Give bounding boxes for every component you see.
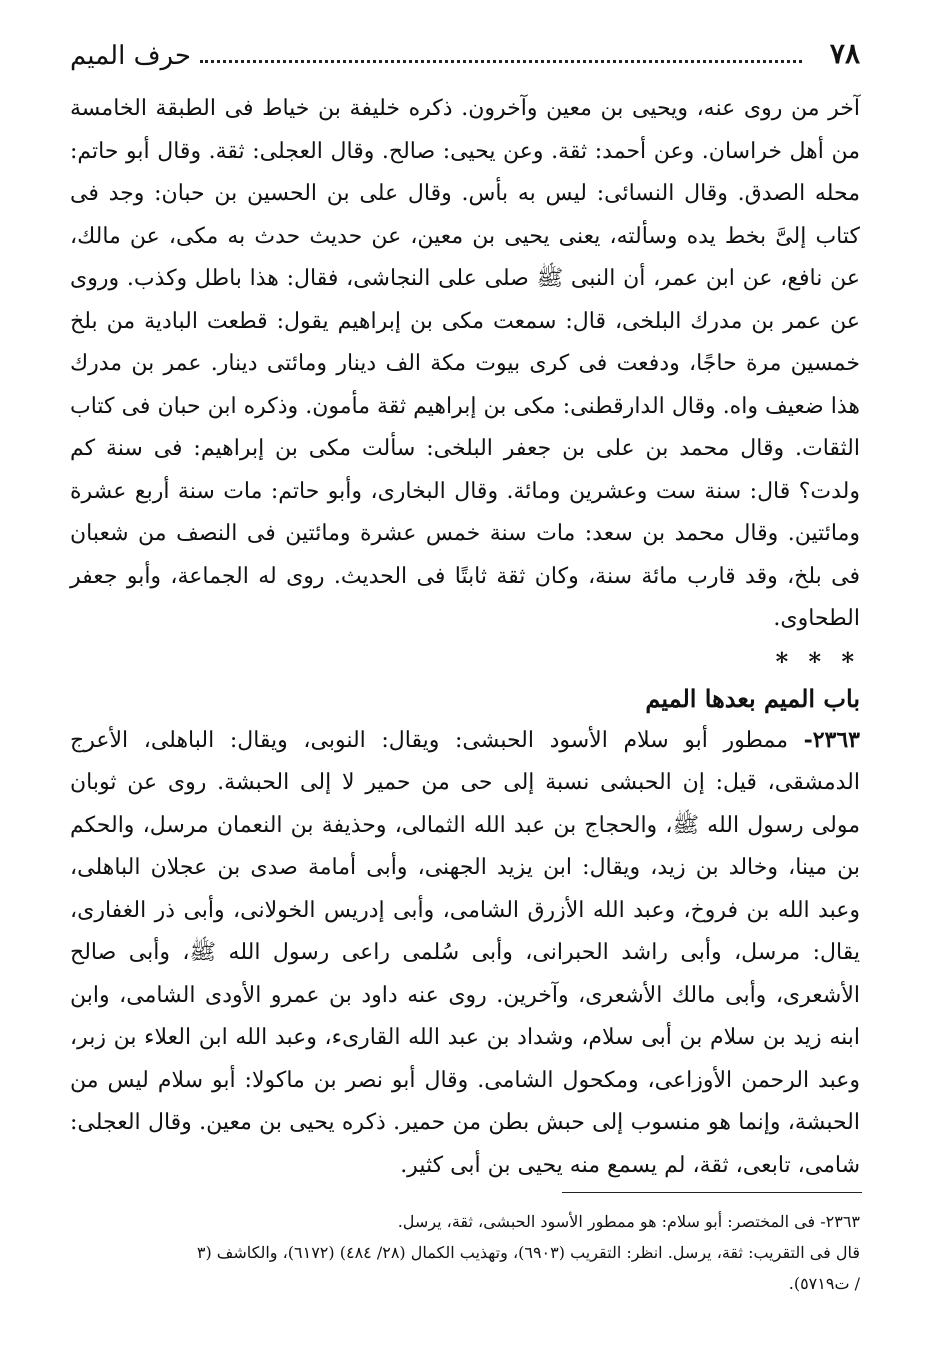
entry-text: ممطور أبو سلام الأسود الحبشى: ويقال: النوبى، ويقال: الباهلى، الأعرج الدمشقى، قيل: إن الحبشى نسبة إلى حى من حمير لا إلى الحبشة. روى عن ثوبان مولى رسول الله ﷺ، والحجاج بن عبد الله الثمالى، وحذيفة بن النعمان مرسل، والحكم بن مينا، وخالد بن زيد، ويقال: ابن يزيد الجهنى، وأبى أمامة صدى بن عجلان الباهلى، وعبد الله بن فروخ، وعبد الله الأزرق الشامى، وأبى إدريس الخولانى، وأبى ذر الغفارى، يقال: مرسل، وأبى راشد الحبرانى، وأبى سُلمى راعى رسول الله ﷺ، وأبى صالح الأشعرى، وأبى مالك الأشعرى، وآخرين. روى عنه داود بن عمرو الأودى الشامى، وابن ابنه زيد بن سلام بن أبى سلام، وشداد بن عبد الله القارىء، وعبد الله ابن العلاء بن زبر، وعبد الرحمن الأوزاعى، ومكحول الشامى. وقال أبو نصر بن ماكولا: أبو سلام ليس من الحبشة، وإنما هو منسوب إلى حبش بطن من حمير. ذكره يحيى بن معين. وقال العجلى: شامى، تابعى، ثقة، لم يسمع منه يحيى بن أبى كثير.: [70, 727, 860, 1178]
footnote-line: قال فى التقريب: ثقة، يرسل. انظر: التقريب (٦٩٠٣)، وتهذيب الكمال (٢٨/ ٤٨٤) (٦١٧٢)، والكاشف (٣: [196, 1243, 860, 1262]
page-header: [70, 34, 860, 78]
section-title: باب الميم بعدها الميم: [645, 683, 860, 713]
footnotes: [70, 1206, 860, 1299]
main-text: [70, 88, 860, 1187]
header-dotted-leader: [200, 60, 802, 63]
page-number: ٧٨: [829, 37, 860, 70]
running-title: حرف الميم: [70, 41, 191, 71]
entry-number: ٢٣٦٣-: [803, 726, 860, 753]
footnote-line: ٢٣٦٣- فى المختصر: أبو سلام: هو ممطور الأسود الحبشى، ثقة، يرسل.: [397, 1212, 860, 1231]
paragraph-continued: آخر من روى عنه، ويحيى بن معين وآخرون. ذكره خليفة بن خياط فى الطبقة الخامسة من أهل خراسان. وعن أحمد: ثقة. وعن يحيى: صالح. وقال العجلى: ثقة. وقال أبو حاتم: محله الصدق. وقال النسائى: ليس به بأس. وقال على بن الحسين بن حبان: وجد فى كتاب إلىَّ بخط يده وسألته، يعنى يحيى بن معين، عن حديث حدث به مكى، عن مالك، عن نافع، عن ابن عمر، أن النبى ﷺ صلى على النجاشى، فقال: هذا باطل وكذب. وروى عن عمر بن مدرك البلخى، قال: سمعت مكى بن إبراهيم يقول: قطعت البادية من بلخ خمسين مرة حاجًا، ودفعت فى كرى بيوت مكة الف دينار ومائتى دينار. عمر بن مدرك هذا ضعيف واه. وقال الدارقطنى: مكى بن إبراهيم ثقة مأمون. وذكره ابن حبان فى كتاب الثقات. وقال محمد بن على بن جعفر البلخى: سألت مكى بن إبراهيم: فى سنة كم ولدت؟ قال: سنة ست وعشرين ومائة. وقال البخارى، وأبو حاتم: مات سنة أربع عشرة ومائتين. وقال محمد بن سعد: مات سنة خمس عشرة ومائتين فى النصف من شعبان فى بلخ، وقد قارب مائة سنة، وكان ثقة ثابتًا فى الحديث. روى له الجماعة، وأبو جعفر الطحاوى.: [70, 96, 860, 631]
section-separator: * * *: [775, 646, 860, 676]
footnote-line: / ت٥٧١٩).: [788, 1274, 860, 1293]
entry-2363: [70, 719, 860, 1188]
footnote-rule: [562, 1192, 862, 1193]
